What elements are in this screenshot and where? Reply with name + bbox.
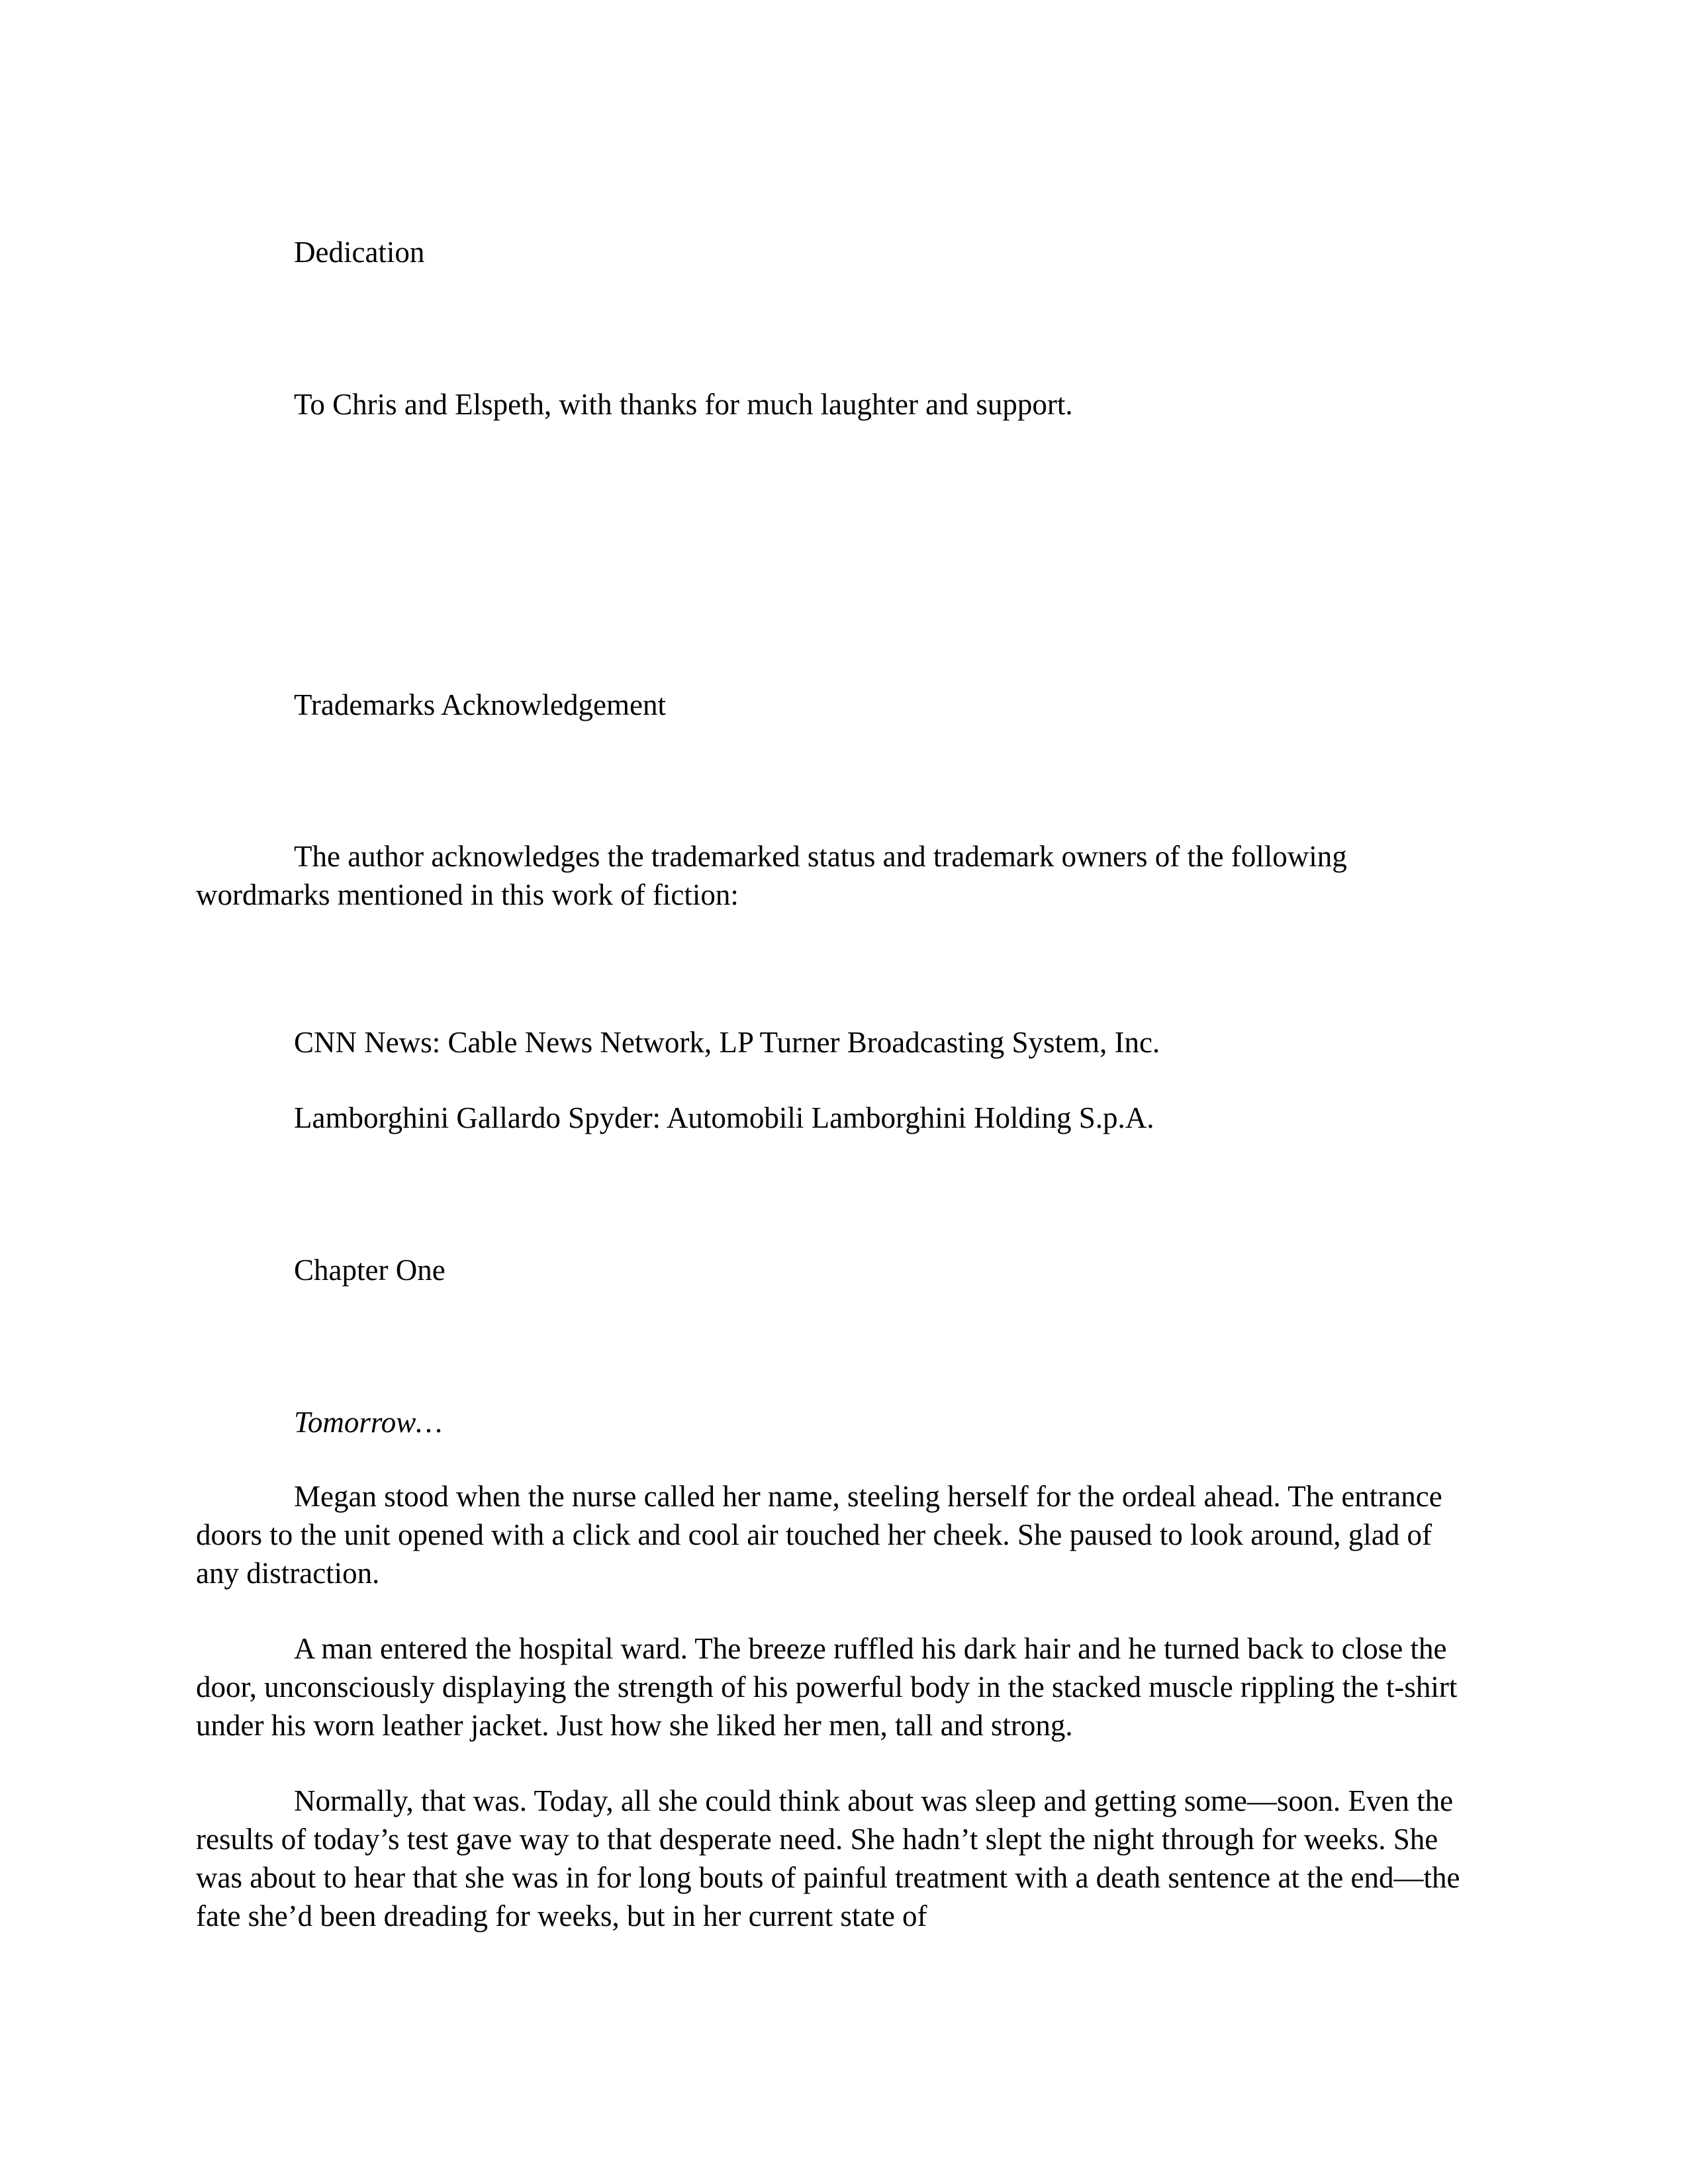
trademark-item-cnn: CNN News: Cable News Network, LP Turner Broadcasting System, Inc. (294, 1026, 1160, 1059)
trademark-item-lamborghini: Lamborghini Gallardo Spyder: Automobili Lamborghini Holding S.p.A. (294, 1101, 1154, 1134)
trademarks-intro: The author acknowledges the trademarked status and trademark owners of the following wordmarks mentioned in this work of fiction: (196, 840, 1347, 911)
chapter-subheading: Tomorrow… (294, 1406, 443, 1439)
dedication-heading: Dedication (294, 236, 425, 269)
dedication-text: To Chris and Elspeth, with thanks for much laughter and support. (294, 388, 1073, 421)
chapter-paragraph-2: A man entered the hospital ward. The breeze ruffled his dark hair and he turned back to close the door, unconsciously displaying the strength of his powerful body in the stacked muscle rippling the t-shirt under his worn leather jacket. Just how she liked her men, tall and strong. (196, 1632, 1458, 1742)
chapter-paragraph-3: Normally, that was. Today, all she could think about was sleep and getting some—soon. Even the results of today’s test gave way to that desperate need. She hadn’t slept the night through for weeks. She was about to hear that she was in for long bouts of painful treatment with a death sentence at the end—the fate she’d been dreading for weeks, but in her current state of (196, 1784, 1460, 1933)
trademarks-heading: Trademarks Acknowledgement (294, 688, 666, 721)
chapter-paragraph-1: Megan stood when the nurse called her name, steeling herself for the ordeal ahead. The entrance doors to the unit opened with a click and cool air touched her cheek. She paused to look around, glad of any distraction. (196, 1480, 1442, 1590)
chapter-heading: Chapter One (294, 1253, 445, 1287)
